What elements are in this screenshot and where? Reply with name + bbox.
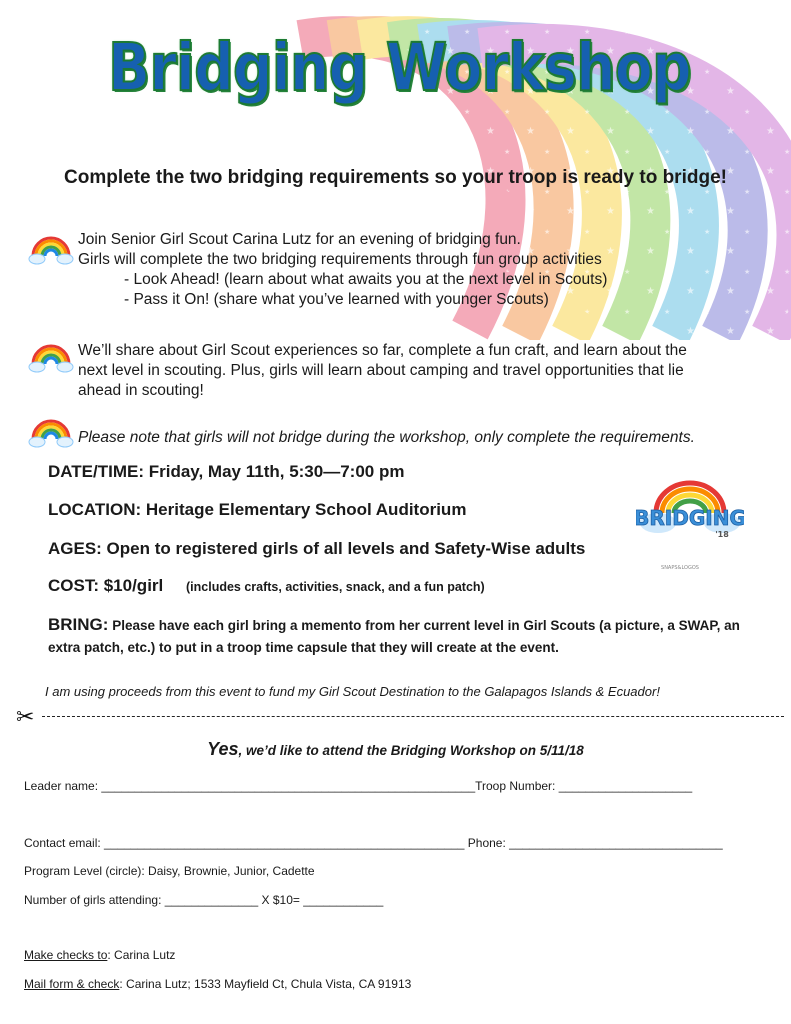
phone-field[interactable]: ________________________________: [509, 836, 723, 850]
leader-row: [24, 779, 692, 793]
leader-name-label: Leader name:: [24, 779, 102, 793]
logo-text: BRIDGING: [636, 506, 744, 530]
girls-attending-row: [24, 893, 383, 907]
rainbow-cloud-icon: [28, 340, 74, 374]
troop-number-label: Troop Number:: [475, 779, 559, 793]
intro-section: [78, 230, 607, 310]
leader-name-field[interactable]: ________________________________________________________: [101, 779, 476, 793]
rainbow-cloud-icon: [28, 232, 74, 266]
requirement-look-ahead: - Look Ahead! (learn about what awaits you at the next level in Scouts): [124, 271, 608, 288]
scissors-icon: ✂: [16, 704, 35, 729]
activities-line: ahead in scouting!: [78, 382, 204, 399]
program-level-row: Program Level (circle): Daisy, Brownie, Junior, Cadette: [24, 864, 315, 878]
bring-line: extra patch, etc.) to put in a troop time capsule that they will create at the event.: [48, 640, 559, 655]
event-location: LOCATION: Heritage Elementary School Auditorium: [48, 500, 467, 519]
activities-section: [78, 341, 687, 401]
activities-line: We’ll share about Girl Scout experiences so far, complete a fun craft, and learn about the: [78, 342, 687, 359]
bring-section: [48, 614, 740, 659]
bridge-note: Please note that girls will not bridge during the workshop, only complete the requirements.: [78, 429, 695, 446]
contact-email-field[interactable]: ______________________________________________________: [104, 836, 465, 850]
troop-number-field[interactable]: ____________________: [558, 779, 693, 793]
checks-payee: : Carina Lutz: [107, 948, 176, 962]
total-field[interactable]: ____________: [303, 893, 384, 907]
checks-row: [24, 948, 175, 962]
logo-year: '18: [715, 530, 729, 539]
bring-label: BRING:: [48, 615, 109, 634]
intro-line: Girls will complete the two bridging requirements through fun group activities: [78, 251, 602, 268]
cost-label: COST: $10/girl: [48, 576, 164, 595]
rsvp-yes: Yes: [207, 739, 239, 759]
rsvp-heading: [0, 739, 791, 760]
girls-attending-label: Number of girls attending:: [24, 893, 165, 907]
price-multiplier: X $10=: [258, 893, 304, 907]
mail-label: Mail form & check: [24, 977, 120, 991]
bridging-logo: [636, 465, 744, 575]
activities-line: next level in scouting. Plus, girls will learn about camping and travel opportunities that lie: [78, 362, 684, 379]
proceeds-note: I am using proceeds from this event to fund my Girl Scout Destination to the Galapagos Islands & Ecuador!: [45, 684, 660, 699]
logo-caption: SNAPS&LOGOS: [661, 565, 699, 571]
event-datetime: DATE/TIME: Friday, May 11th, 5:30—7:00 pm: [48, 462, 405, 481]
page-title: Bridging Workshop: [108, 29, 691, 106]
contact-row: [24, 836, 723, 850]
bridging-logo-art: [636, 465, 744, 575]
mail-address: : Carina Lutz; 1533 Mayfield Ct, Chula Vista, CA 91913: [119, 977, 412, 991]
intro-line: Join Senior Girl Scout Carina Lutz for an evening of bridging fun.: [78, 231, 521, 248]
mail-row: [24, 977, 411, 991]
rainbow-cloud-icon: [28, 415, 74, 449]
checks-label: Make checks to: [24, 948, 108, 962]
contact-email-label: Contact email:: [24, 836, 105, 850]
cost-note: (includes crafts, activities, snack, and a fun patch): [186, 580, 485, 594]
phone-label: Phone:: [464, 836, 510, 850]
requirement-pass-it-on: - Pass it On! (share what you’ve learned with younger Scouts): [124, 291, 549, 308]
event-cost: [48, 576, 485, 596]
bring-line: Please have each girl bring a memento from her current level in Girl Scouts (a picture, a SWAP, an: [112, 618, 740, 633]
cut-line-divider: [42, 716, 784, 717]
girls-attending-field[interactable]: ______________: [164, 893, 259, 907]
rsvp-heading-text: , we’d like to attend the Bridging Workshop on 5/11/18: [238, 743, 584, 758]
event-ages: AGES: Open to registered girls of all levels and Safety-Wise adults: [48, 539, 586, 558]
subtitle: Complete the two bridging requirements so your troop is ready to bridge!: [64, 167, 727, 188]
